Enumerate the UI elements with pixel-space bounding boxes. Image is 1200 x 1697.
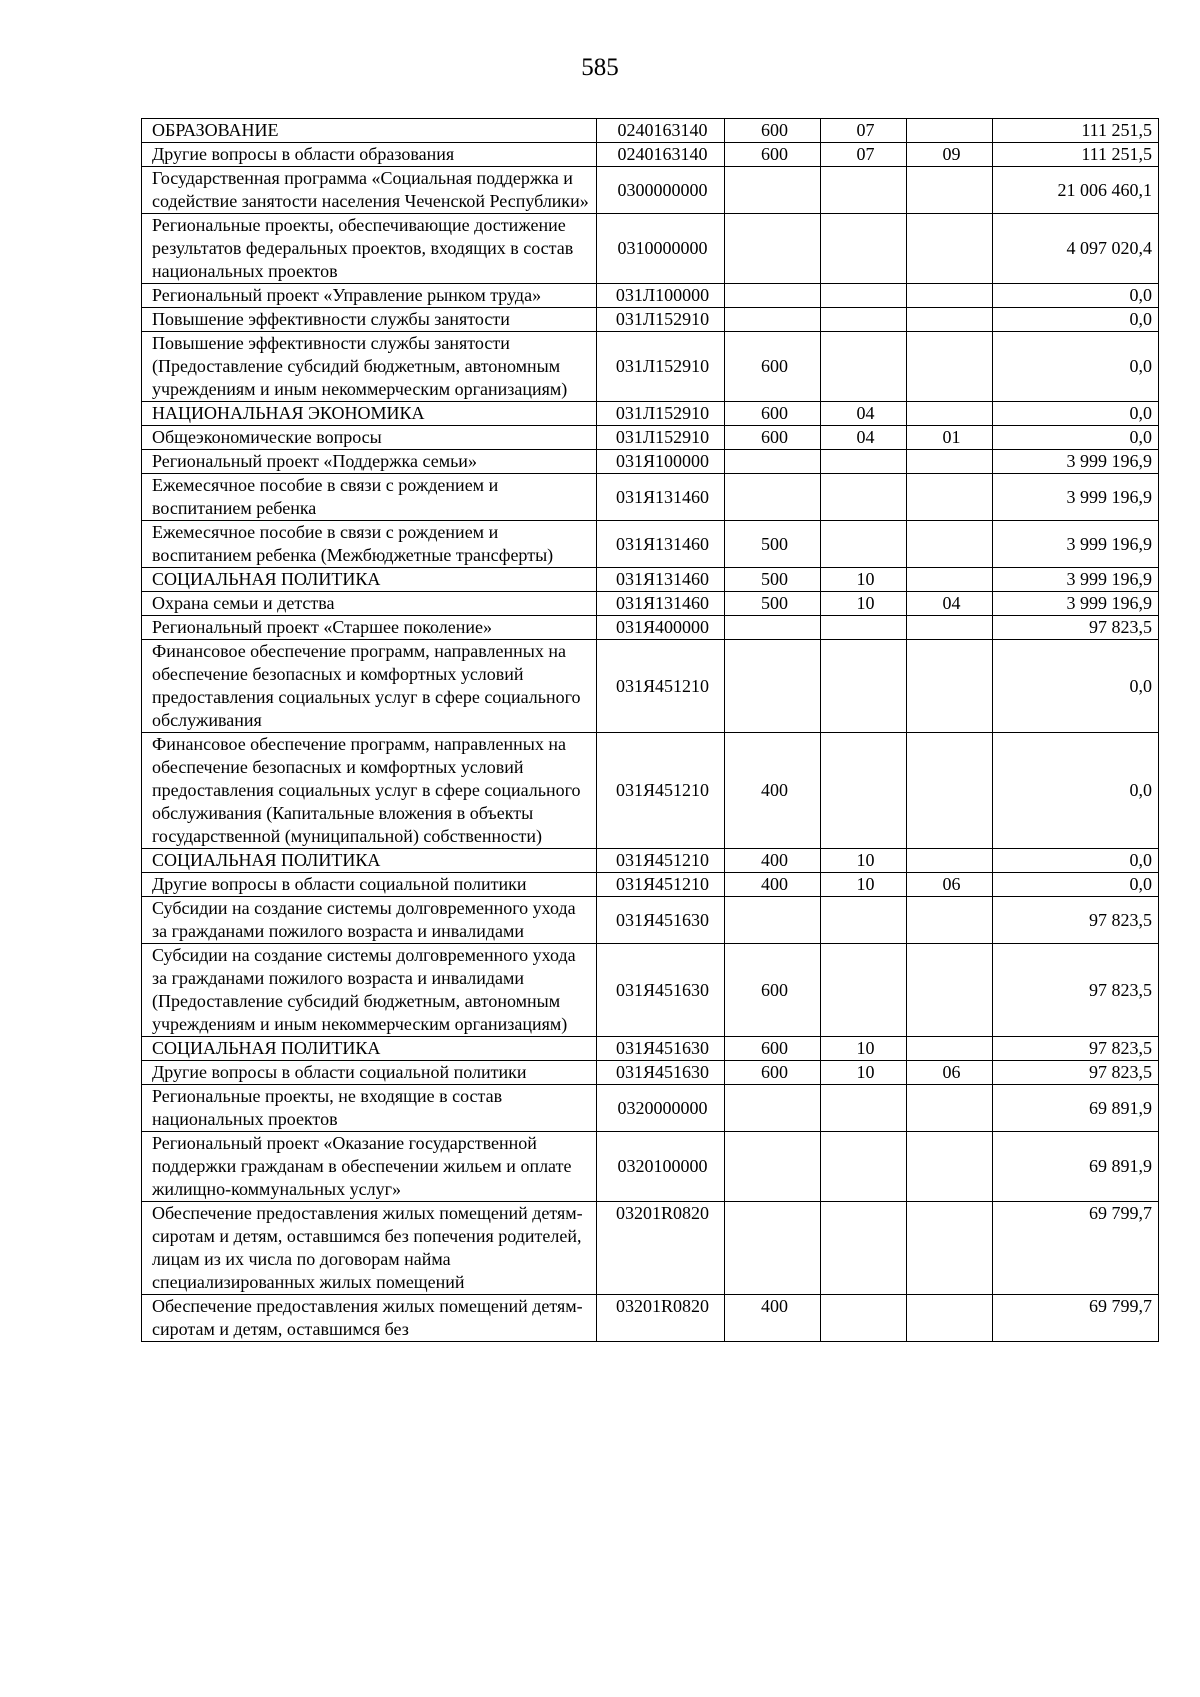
row-subsection: 09 [907,143,993,167]
row-name: Региональный проект «Старшее поколение» [142,616,597,640]
row-target-code: 031Я100000 [597,450,725,474]
row-amount: 0,0 [993,873,1159,897]
row-section [821,616,907,640]
row-target-code: 0310000000 [597,214,725,284]
row-section: 10 [821,1037,907,1061]
table-row [142,426,1159,450]
row-amount: 0,0 [993,332,1159,402]
row-name: Региональный проект «Поддержка семьи» [142,450,597,474]
row-target-code: 031Я131460 [597,568,725,592]
row-subsection [907,521,993,568]
row-target-code: 0320100000 [597,1132,725,1202]
row-section: 07 [821,143,907,167]
row-name: Региональные проекты, не входящие в состав национальных проектов [142,1085,597,1132]
row-target-code: 0240163140 [597,143,725,167]
table-row [142,521,1159,568]
row-amount: 3 999 196,9 [993,474,1159,521]
row-subsection [907,402,993,426]
row-name: Охрана семьи и детства [142,592,597,616]
row-expense-type: 500 [725,568,821,592]
row-expense-type [725,284,821,308]
table-row [142,944,1159,1037]
row-expense-type [725,214,821,284]
row-expense-type: 400 [725,873,821,897]
table-row [142,308,1159,332]
row-amount: 111 251,5 [993,119,1159,143]
row-name: Обеспечение предоставления жилых помещений детям-сиротам и детям, оставшимся без [142,1295,597,1342]
row-subsection [907,568,993,592]
row-subsection [907,897,993,944]
row-section [821,332,907,402]
row-name: Повышение эффективности службы занятости [142,308,597,332]
row-name: СОЦИАЛЬНАЯ ПОЛИТИКА [142,1037,597,1061]
table-row [142,284,1159,308]
row-expense-type: 600 [725,332,821,402]
row-expense-type: 600 [725,1061,821,1085]
row-amount: 0,0 [993,284,1159,308]
row-name: Региональный проект «Оказание государственной поддержки гражданам в обеспечении жильем и оплате жилищно-коммунальных услуг» [142,1132,597,1202]
row-name: Общеэкономические вопросы [142,426,597,450]
row-target-code: 031Я451630 [597,897,725,944]
row-section [821,521,907,568]
table-row [142,214,1159,284]
row-section: 04 [821,402,907,426]
row-section [821,897,907,944]
row-expense-type [725,1202,821,1295]
row-subsection [907,474,993,521]
row-subsection [907,1202,993,1295]
row-subsection: 06 [907,873,993,897]
row-section: 07 [821,119,907,143]
row-target-code: 031Л152910 [597,402,725,426]
table-row [142,1085,1159,1132]
row-subsection [907,308,993,332]
row-amount: 0,0 [993,308,1159,332]
row-section [821,1295,907,1342]
row-name: Финансовое обеспечение программ, направленных на обеспечение безопасных и комфортных условий предоставления социальных услуг в сфере социального обслуживания [142,640,597,733]
row-target-code: 031Я451630 [597,1037,725,1061]
row-amount: 21 006 460,1 [993,167,1159,214]
row-subsection [907,167,993,214]
row-section [821,1085,907,1132]
row-amount: 97 823,5 [993,1037,1159,1061]
row-target-code: 031Л100000 [597,284,725,308]
table-row [142,1132,1159,1202]
row-amount: 69 891,9 [993,1132,1159,1202]
row-name: Субсидии на создание системы долговременного ухода за гражданами пожилого возраста и инвалидами [142,897,597,944]
table-row [142,119,1159,143]
row-target-code: 031Я451630 [597,1061,725,1085]
row-expense-type [725,474,821,521]
row-section: 10 [821,568,907,592]
row-amount: 69 799,7 [993,1202,1159,1295]
table-row [142,616,1159,640]
table-row [142,873,1159,897]
row-target-code: 0300000000 [597,167,725,214]
row-target-code: 03201R0820 [597,1202,725,1295]
table-row [142,167,1159,214]
row-target-code: 031Я131460 [597,474,725,521]
row-expense-type [725,167,821,214]
row-subsection: 04 [907,592,993,616]
row-amount: 4 097 020,4 [993,214,1159,284]
row-target-code: 031Л152910 [597,426,725,450]
row-target-code: 03201R0820 [597,1295,725,1342]
row-section: 04 [821,426,907,450]
row-expense-type: 400 [725,733,821,849]
row-target-code: 031Я451210 [597,849,725,873]
row-amount: 97 823,5 [993,944,1159,1037]
table-row [142,143,1159,167]
row-target-code: 031Я451210 [597,733,725,849]
row-amount: 111 251,5 [993,143,1159,167]
row-expense-type: 600 [725,402,821,426]
table-row [142,568,1159,592]
budget-table-body [142,119,1159,1342]
row-section: 10 [821,873,907,897]
row-subsection: 01 [907,426,993,450]
row-section [821,214,907,284]
row-expense-type: 600 [725,143,821,167]
table-row [142,1202,1159,1295]
row-expense-type [725,308,821,332]
row-section [821,944,907,1037]
row-expense-type: 600 [725,944,821,1037]
row-subsection [907,1132,993,1202]
row-expense-type: 500 [725,592,821,616]
page-number: 585 [581,54,619,81]
row-target-code: 031Я451210 [597,640,725,733]
row-section: 10 [821,1061,907,1085]
row-subsection [907,1085,993,1132]
row-expense-type [725,616,821,640]
row-subsection [907,944,993,1037]
row-expense-type: 600 [725,426,821,450]
row-subsection [907,214,993,284]
row-expense-type [725,897,821,944]
row-expense-type: 600 [725,119,821,143]
table-row [142,1295,1159,1342]
row-name: Другие вопросы в области социальной политики [142,1061,597,1085]
row-section [821,640,907,733]
row-expense-type: 500 [725,521,821,568]
row-section: 10 [821,849,907,873]
row-subsection [907,450,993,474]
row-amount: 69 891,9 [993,1085,1159,1132]
row-amount: 0,0 [993,402,1159,426]
row-name: Субсидии на создание системы долговременного ухода за гражданами пожилого возраста и инвалидами (Предоставление субсидий бюджетным, автономным учреждениям и иным некоммерческим организациям) [142,944,597,1037]
row-subsection [907,119,993,143]
row-name: Ежемесячное пособие в связи с рождением и воспитанием ребенка (Межбюджетные трансферты) [142,521,597,568]
table-row [142,474,1159,521]
row-target-code: 031Л152910 [597,308,725,332]
row-target-code: 0320000000 [597,1085,725,1132]
row-target-code: 031Я400000 [597,616,725,640]
row-amount: 97 823,5 [993,616,1159,640]
row-name: Обеспечение предоставления жилых помещений детям-сиротам и детям, оставшимся без попечения родителей, лицам из их числа по договорам найма специализированных жилых помещений [142,1202,597,1295]
table-row [142,592,1159,616]
row-expense-type: 400 [725,1295,821,1342]
table-row [142,332,1159,402]
row-section [821,308,907,332]
row-target-code: 031Я131460 [597,592,725,616]
budget-table [141,118,1159,1342]
row-subsection [907,616,993,640]
row-name: Региональные проекты, обеспечивающие достижение результатов федеральных проектов, входящих в состав национальных проектов [142,214,597,284]
row-expense-type [725,1085,821,1132]
row-expense-type [725,640,821,733]
row-expense-type [725,450,821,474]
row-name: Повышение эффективности службы занятости (Предоставление субсидий бюджетным, автономным учреждениям и иным некоммерческим организациям) [142,332,597,402]
row-amount: 3 999 196,9 [993,450,1159,474]
row-name: ОБРАЗОВАНИЕ [142,119,597,143]
row-amount: 0,0 [993,733,1159,849]
row-target-code: 031Л152910 [597,332,725,402]
table-row [142,1061,1159,1085]
row-subsection [907,332,993,402]
row-subsection [907,1037,993,1061]
row-subsection: 06 [907,1061,993,1085]
row-amount: 0,0 [993,640,1159,733]
row-amount: 0,0 [993,849,1159,873]
row-name: Ежемесячное пособие в связи с рождением и воспитанием ребенка [142,474,597,521]
row-section: 10 [821,592,907,616]
row-section [821,284,907,308]
row-section [821,167,907,214]
row-name: СОЦИАЛЬНАЯ ПОЛИТИКА [142,849,597,873]
row-name: Региональный проект «Управление рынком труда» [142,284,597,308]
row-expense-type [725,1132,821,1202]
row-subsection [907,733,993,849]
row-name: СОЦИАЛЬНАЯ ПОЛИТИКА [142,568,597,592]
row-target-code: 0240163140 [597,119,725,143]
row-name: Другие вопросы в области образования [142,143,597,167]
row-amount: 0,0 [993,426,1159,450]
row-target-code: 031Я451630 [597,944,725,1037]
row-section [821,1202,907,1295]
row-subsection [907,284,993,308]
row-subsection [907,1295,993,1342]
row-expense-type: 600 [725,1037,821,1061]
row-name: Финансовое обеспечение программ, направленных на обеспечение безопасных и комфортных условий предоставления социальных услуг в сфере социального обслуживания (Капитальные вложения в объекты государственной (муниципальной) собственности) [142,733,597,849]
row-expense-type: 400 [725,849,821,873]
row-name: Другие вопросы в области социальной политики [142,873,597,897]
table-row [142,733,1159,849]
row-amount: 97 823,5 [993,897,1159,944]
row-subsection [907,640,993,733]
row-section [821,450,907,474]
row-amount: 3 999 196,9 [993,568,1159,592]
table-row [142,640,1159,733]
table-row [142,450,1159,474]
row-section [821,1132,907,1202]
table-row [142,849,1159,873]
row-section [821,733,907,849]
row-amount: 69 799,7 [993,1295,1159,1342]
row-amount: 97 823,5 [993,1061,1159,1085]
row-amount: 3 999 196,9 [993,592,1159,616]
row-name: Государственная программа «Социальная поддержка и содействие занятости населения Чеченской Республики» [142,167,597,214]
table-row [142,897,1159,944]
row-section [821,474,907,521]
row-amount: 3 999 196,9 [993,521,1159,568]
table-row [142,402,1159,426]
table-row [142,1037,1159,1061]
row-subsection [907,849,993,873]
row-target-code: 031Я131460 [597,521,725,568]
row-name: НАЦИОНАЛЬНАЯ ЭКОНОМИКА [142,402,597,426]
row-target-code: 031Я451210 [597,873,725,897]
